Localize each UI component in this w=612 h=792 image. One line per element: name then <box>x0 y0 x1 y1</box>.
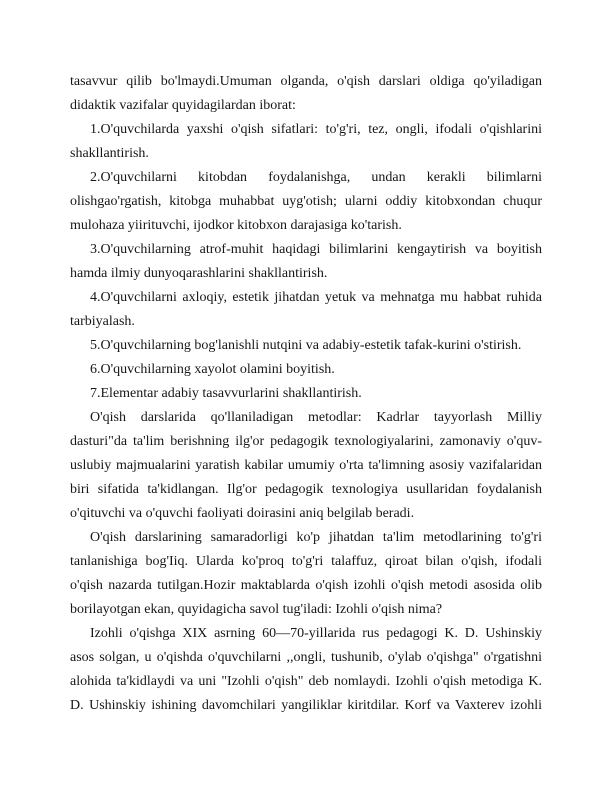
text-line: tarbiyalash. <box>70 314 135 329</box>
text-line: uslubiy majmualarini yaratish kabilar umumiy o'rta ta'limning asosiy vazifalaridan <box>70 458 542 473</box>
text-line: o'qituvchi va o'quvchi faoliyati doirasini aniq belgilab beradi. <box>70 506 415 521</box>
text-line: alohida ta'kidlaydi va uni "Izohli o'qish" deb nomlaydi. Izohli o'qish metodiga K. <box>70 674 542 689</box>
text-line: mulohaza yiirituvchi, ijodkor kitobxon darajasiga ko'tarish. <box>70 218 402 233</box>
text-line: O'qish darslarida qo'llaniladigan metodlar: Kadrlar tayyorlash Milliy <box>90 410 542 425</box>
text-line: olishgao'rgatish, kitobga muhabbat uyg'otish; ularni oddiy kitobxondan chuqur <box>70 194 542 209</box>
text-line: D. Ushinskiy ishining davomchilari yangiliklar kiritdilar. Korf va Vaxterev izohli <box>70 698 542 713</box>
text-line: o'qish nazarda tutilgan.Hozir maktablarda o'qish izohli o'qish metodi asosida olib <box>70 578 542 593</box>
text-line: 3.O'quvchilarning atrof-muhit haqidagi bilimlarini kengaytirish va boyitish <box>90 242 542 257</box>
text-line: tasavvur qilib bo'lmaydi.Umuman olganda, o'qish darslari oldiga qo'yiladigan <box>70 74 542 89</box>
text-line: shakllantirish. <box>70 146 149 161</box>
text-line: 2.O'quvchilarni kitobdan foydalanishga, undan kerakli bilimlarni <box>90 170 542 185</box>
text-line: Izohli o'qishga XIX asrning 60—70-yillarida rus pedagogi K. D. Ushinskiy <box>90 626 542 641</box>
text-line: dasturi"da ta'lim berishning ilg'or pedagogik texnologiyalarini, zamonaviy o'quv- <box>70 434 542 449</box>
text-line: asos solgan, u o'qishda o'quvchilarni ,,ongli, tushunib, o'ylab o'qishga" o'rgatishni <box>70 650 542 665</box>
text-line: 6.O'quvchilarning xayolot olamini boyitish. <box>90 362 335 377</box>
text-line: hamda ilmiy dunyoqarashlarini shakllantirish. <box>70 266 328 281</box>
text-line: borilayotgan ekan, quyidagicha savol tug'iladi: Izohli o'qish nima? <box>70 602 443 617</box>
text-block <box>70 70 542 718</box>
text-line: tanlanishiga bog'Iiq. Ularda ko'proq to'g'ri talaffuz, qiroat bilan o'qish, ifodali <box>70 554 542 569</box>
text-line: 5.O'quvchilarning bog'lanishli nutqini va adabiy-estetik tafak-kurini o'stirish. <box>90 338 522 353</box>
text-line: 1.O'quvchilarda yaxshi o'qish sifatlari: to'g'ri, tez, ongli, ifodali o'qishlarini <box>90 122 542 137</box>
text-line: 7.Elementar adabiy tasavvurlarini shakllantirish. <box>90 386 362 401</box>
text-line: biri sifatida ta'kidlangan. Ilg'or pedagogik texnologiya usullaridan foydalanish <box>70 482 542 497</box>
text-line: didaktik vazifalar quyidagilardan iborat: <box>70 98 296 113</box>
text-line: O'qish darslarining samaradorligi ko'p jihatdan ta'lim metodlarining to'g'ri <box>90 530 542 545</box>
text-line: 4.O'quvchilarni axloqiy, estetik jihatdan yetuk va mehnatga mu habbat ruhida <box>90 290 542 305</box>
